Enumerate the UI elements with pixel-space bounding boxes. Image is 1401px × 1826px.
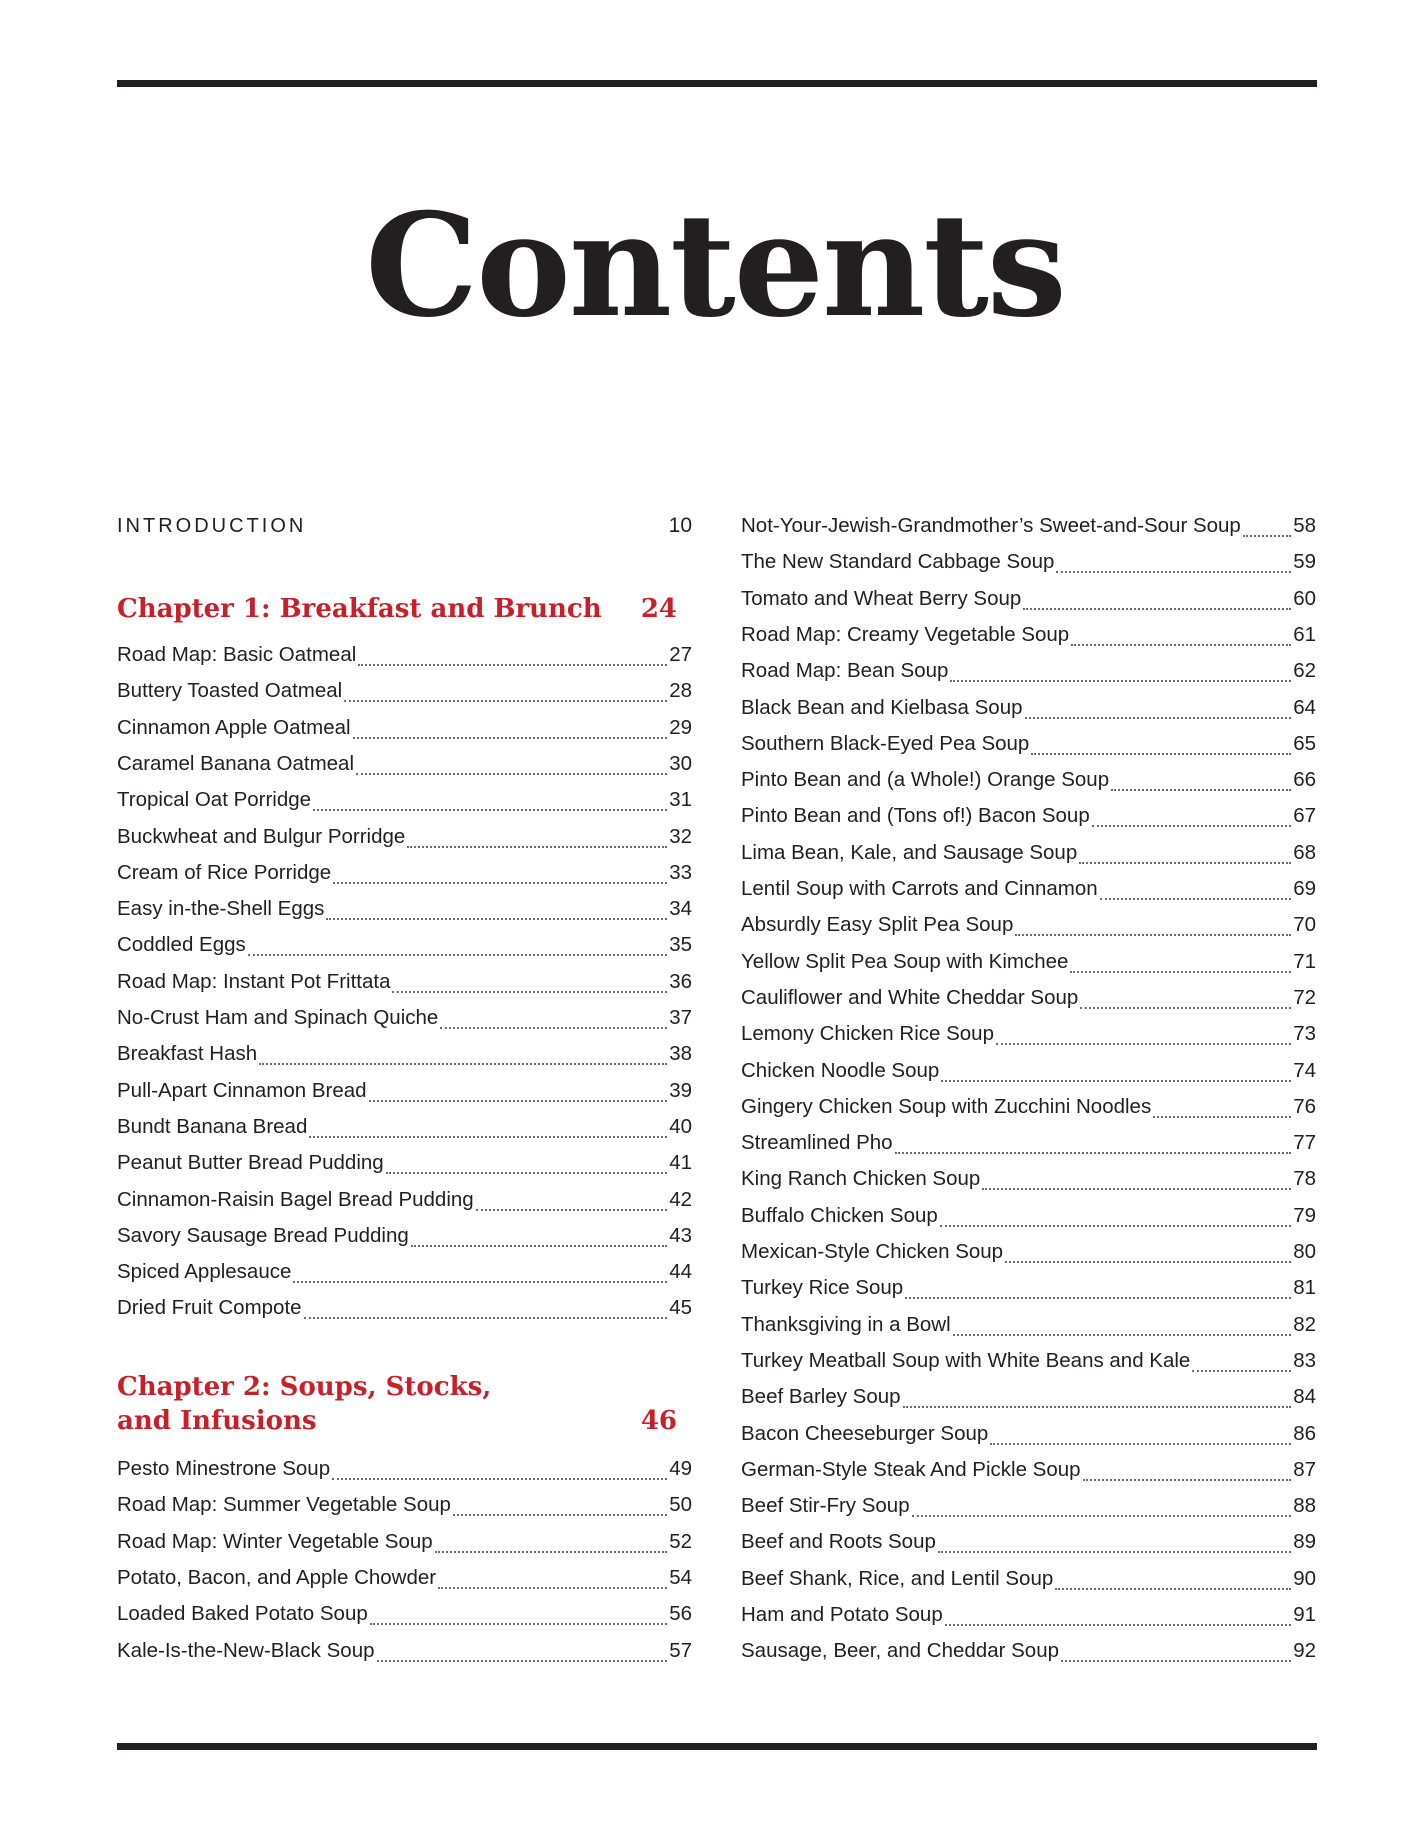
introduction-label: INTRODUCTION [117,515,307,537]
toc-entry-page: 56 [669,1602,692,1626]
toc-entry-page: 64 [1293,695,1316,719]
toc-entry-page: 60 [1293,586,1316,610]
toc-entry-label: Pinto Bean and (a Whole!) Orange Soup [741,768,1110,792]
toc-entry-page: 80 [1293,1240,1316,1263]
introduction-page: 10 [668,514,692,537]
toc-entry-page: 28 [669,679,692,703]
toc-entry-label: German-Style Steak And Pickle Soup [741,1457,1081,1481]
toc-entry-page: 72 [1293,985,1316,1009]
dot-leader [1100,897,1292,900]
dot-leader [407,845,667,848]
toc-entry-page: 87 [1293,1457,1316,1481]
toc-entry-page: 44 [669,1260,692,1284]
toc-entry-label: Beef and Roots Soup [741,1530,936,1554]
toc-entry[interactable] [741,587,1316,617]
dot-leader [1111,788,1291,791]
toc-entry-page: 59 [1293,550,1316,574]
toc-entry-label: Chicken Noodle Soup [741,1058,940,1082]
dot-leader [326,917,667,920]
toc-entry-page: 73 [1293,1022,1316,1046]
dot-leader [982,1187,1291,1190]
toc-entry-page: 38 [669,1042,692,1066]
toc-entry-label: Breakfast Hash [117,1042,258,1066]
toc-entry-label: Dried Fruit Compote [117,1296,302,1320]
toc-entry-page: 81 [1293,1276,1316,1300]
dot-leader [440,1026,667,1029]
toc-entry-page: 62 [1293,659,1316,683]
dot-leader [386,1171,667,1174]
dot-leader [353,736,668,739]
page-title: Contents [365,183,1065,349]
dot-leader [1023,607,1291,610]
toc-entry-label: Thanksgiving in a Bowl [741,1312,951,1336]
dot-leader [1031,752,1291,755]
toc-entry-page: 34 [669,897,692,921]
chapter-2-heading[interactable] [117,1370,677,1438]
toc-entry-page: 76 [1293,1094,1316,1118]
dot-leader [392,990,667,993]
toc-entry-page: 30 [669,751,692,775]
toc-entry-label: Gingery Chicken Soup with Zucchini Noodles [741,1094,1152,1118]
toc-entry-page: 68 [1293,840,1316,864]
toc-entry-label: Buffalo Chicken Soup [741,1203,938,1227]
chapter-1-heading[interactable] [117,592,677,626]
toc-entry-label: Yellow Split Pea Soup with Kimchee [741,949,1069,973]
toc-entry-label: King Ranch Chicken Soup [741,1167,981,1191]
toc-entry-page: 52 [669,1529,692,1553]
chapter-2-title-line2: and Infusions [117,1406,317,1436]
toc-entry[interactable] [117,1224,692,1254]
toc-entry[interactable] [741,550,1316,580]
toc-entry-page: 79 [1293,1203,1316,1227]
toc-entry-page: 39 [669,1078,692,1102]
toc-entry[interactable] [117,861,692,891]
toc-entry-page: 58 [1293,514,1316,537]
dot-leader [895,1151,1292,1154]
toc-entry-label: Turkey Rice Soup [741,1276,904,1300]
toc-entry[interactable] [117,1006,692,1036]
toc-entry[interactable] [741,1313,1316,1343]
toc-entry-label: Potato, Bacon, and Apple Chowder [117,1565,437,1589]
toc-entry-page: 43 [669,1223,692,1247]
dot-leader [945,1623,1291,1626]
dot-leader [1070,970,1291,973]
toc-entry-label: Pinto Bean and (Tons of!) Bacon Soup [741,804,1090,828]
toc-entry-label: Cinnamon-Raisin Bagel Bread Pudding [117,1187,474,1211]
toc-entry[interactable] [117,1530,692,1560]
toc-entry-page: 40 [669,1114,692,1138]
toc-entry-page: 83 [1293,1348,1316,1372]
toc-entry-page: 31 [669,788,692,812]
toc-entry-label: Beef Stir-Fry Soup [741,1494,910,1518]
toc-entry[interactable] [741,1530,1316,1560]
dot-leader [938,1550,1291,1553]
toc-entry[interactable] [741,623,1316,653]
toc-entry-page: 65 [1293,731,1316,755]
dot-leader [1243,534,1291,537]
toc-entry-label: Lemony Chicken Rice Soup [741,1022,994,1046]
toc-entry-page: 67 [1293,804,1316,828]
toc-entry[interactable] [117,933,692,963]
toc-entry-label: Southern Black-Eyed Pea Soup [741,731,1030,755]
dot-leader [912,1514,1292,1517]
toc-entry-label: Streamlined Pho [741,1131,893,1155]
toc-entry-label: Savory Sausage Bread Pudding [117,1223,409,1247]
toc-entry-page: 33 [669,860,692,884]
chapter-2-page: 46 [640,1406,677,1436]
toc-entry-label: Beef Shank, Rice, and Lentil Soup [741,1566,1054,1590]
toc-entry[interactable] [741,1059,1316,1089]
toc-entry-page: 84 [1293,1385,1316,1409]
toc-entry[interactable] [741,1276,1316,1306]
toc-entry-page: 36 [669,969,692,993]
dot-leader [1015,933,1291,936]
dot-leader [1153,1115,1291,1118]
toc-entry[interactable] [117,752,692,782]
toc-entry-label: Road Map: Bean Soup [741,659,949,683]
dot-leader [1080,1006,1291,1009]
dot-leader [358,663,667,666]
toc-entry-label: Easy in-the-Shell Eggs [117,897,325,921]
toc-entry-page: 29 [669,715,692,739]
toc-entry[interactable] [741,913,1316,943]
toc-entry[interactable] [741,514,1316,544]
toc-entry-label: Mexican-Style Chicken Soup [741,1240,1004,1263]
toc-entry-page: 32 [669,824,692,848]
toc-entry[interactable] [741,1639,1316,1669]
toc-entry-page: 91 [1293,1603,1316,1626]
toc-entry[interactable] [741,877,1316,907]
toc-entry-label: Black Bean and Kielbasa Soup [741,695,1023,719]
dot-leader [293,1280,667,1283]
chapter-1-page: 24 [640,594,677,624]
bottom-rule [117,1743,1317,1750]
toc-entry-label: Road Map: Winter Vegetable Soup [117,1529,433,1553]
toc-entry-label: Peanut Butter Bread Pudding [117,1151,384,1175]
toc-entry[interactable] [741,950,1316,980]
toc-entry[interactable] [117,1566,692,1596]
toc-entry-label: Road Map: Instant Pot Frittata [117,969,391,993]
dot-leader [1055,1587,1291,1590]
toc-entry-page: 86 [1293,1421,1316,1445]
toc-entry[interactable] [741,1494,1316,1524]
toc-entry[interactable] [741,1131,1316,1161]
toc-entry[interactable] [741,1240,1316,1270]
dot-leader [1025,716,1292,719]
toc-entry[interactable] [741,1458,1316,1488]
toc-entry-page: 66 [1293,768,1316,792]
toc-entry[interactable] [741,804,1316,834]
toc-entry-page: 57 [669,1638,692,1662]
toc-entry[interactable] [117,1151,692,1181]
toc-entry-label: Cauliflower and White Cheddar Soup [741,985,1079,1009]
toc-entry[interactable] [117,788,692,818]
toc-entry-page: 35 [669,933,692,957]
toc-entry[interactable] [117,1493,692,1523]
toc-entry[interactable] [741,659,1316,689]
toc-entry-page: 88 [1293,1494,1316,1518]
toc-entry-label: Tomato and Wheat Berry Soup [741,586,1022,610]
toc-entry[interactable] [117,970,692,1000]
toc-entry-page: 54 [669,1565,692,1589]
toc-entry-page: 90 [1293,1566,1316,1590]
toc-entry-page: 69 [1293,877,1316,900]
chapter-2-title-line1: Chapter 2: Soups, Stocks, [117,1372,492,1402]
dot-leader [438,1586,667,1589]
toc-entry-label: Sausage, Beer, and Cheddar Soup [741,1639,1059,1663]
dot-leader [370,1622,667,1625]
dot-leader [369,1099,668,1102]
toc-entry-page: 50 [669,1493,692,1517]
toc-entry-label: Spiced Applesauce [117,1260,292,1284]
toc-entry-label: Cream of Rice Porridge [117,860,332,884]
toc-entry-page: 77 [1293,1131,1316,1155]
toc-entry-page: 82 [1293,1312,1316,1336]
toc-entry[interactable] [117,679,692,709]
dot-leader [1061,1659,1291,1662]
dot-leader [411,1244,667,1247]
toc-entry-label: No-Crust Ham and Spinach Quiche [117,1006,439,1029]
toc-entry-label: Ham and Potato Soup [741,1603,943,1626]
toc-entry[interactable] [117,1457,692,1487]
toc-entry-page: 89 [1293,1530,1316,1554]
toc-entry-label: Turkey Meatball Soup with White Beans and Kale [741,1348,1191,1372]
dot-leader [1192,1369,1291,1372]
toc-entry[interactable] [117,1188,692,1218]
toc-entry[interactable] [741,1204,1316,1234]
toc-entry-page: 42 [669,1187,692,1211]
toc-entry[interactable] [117,1639,692,1669]
dot-leader [476,1208,667,1211]
toc-entry-page: 37 [669,1006,692,1029]
toc-entry-page: 74 [1293,1058,1316,1082]
dot-leader [1079,861,1291,864]
toc-entry-label: Lima Bean, Kale, and Sausage Soup [741,840,1078,864]
dot-leader [996,1042,1291,1045]
dot-leader [950,679,1291,682]
dot-leader [1056,570,1291,573]
toc-entry[interactable] [741,1022,1316,1052]
toc-entry[interactable] [741,1167,1316,1197]
dot-leader [356,772,667,775]
chapter-1-title: Chapter 1: Breakfast and Brunch [117,594,602,624]
toc-entry-label: Absurdly Easy Split Pea Soup [741,913,1014,937]
dot-leader [953,1333,1292,1336]
toc-entry[interactable] [741,1422,1316,1452]
toc-entry-page: 27 [669,643,692,666]
toc-entry-page: 78 [1293,1167,1316,1191]
toc-entry-page: 71 [1293,949,1316,973]
toc-entry[interactable] [741,1095,1316,1125]
toc-entry[interactable] [117,1296,692,1326]
toc-entry[interactable] [741,986,1316,1016]
dot-leader [344,699,667,702]
toc-entry-label: Cinnamon Apple Oatmeal [117,715,351,739]
toc-entry-label: Pesto Minestrone Soup [117,1457,331,1480]
dot-leader [259,1062,667,1065]
toc-entry-label: Beef Barley Soup [741,1385,901,1409]
toc-entry-page: 70 [1293,913,1316,937]
toc-entry-label: Not-Your-Jewish-Grandmother’s Sweet-and-Sour Soup [741,514,1241,537]
toc-entry-label: Bundt Banana Bread [117,1114,308,1138]
toc-entry[interactable] [117,825,692,855]
top-rule [117,80,1317,87]
dot-leader [1005,1260,1291,1263]
toc-entry-label: Road Map: Creamy Vegetable Soup [741,622,1070,646]
toc-entry-label: Buttery Toasted Oatmeal [117,679,343,703]
toc-entry[interactable] [741,841,1316,871]
toc-entry[interactable] [117,1602,692,1632]
toc-entry[interactable] [117,1079,692,1109]
toc-entry-page: 41 [669,1151,692,1175]
dot-leader [1071,643,1291,646]
toc-entry-label: The New Standard Cabbage Soup [741,550,1055,574]
toc-entry[interactable] [741,1385,1316,1415]
dot-leader [377,1659,668,1662]
dot-leader [1083,1478,1292,1481]
toc-entry[interactable] [741,1603,1316,1633]
dot-leader [248,953,667,956]
toc-entry-page: 45 [669,1296,692,1320]
toc-entry[interactable] [741,732,1316,762]
toc-entry-page: 49 [669,1457,692,1480]
toc-entry-label: Coddled Eggs [117,933,246,957]
toc-entry-label: Lentil Soup with Carrots and Cinnamon [741,877,1098,900]
dot-leader [304,1316,668,1319]
dot-leader [309,1135,667,1138]
dot-leader [990,1442,1291,1445]
toc-entry-page: 61 [1293,622,1316,646]
toc-entry-label: Road Map: Basic Oatmeal [117,643,357,666]
toc-entry[interactable] [117,1042,692,1072]
toc-entry-page: 92 [1293,1639,1316,1663]
dot-leader [453,1513,667,1516]
toc-entry[interactable] [117,1115,692,1145]
toc-entry[interactable] [741,1567,1316,1597]
dot-leader [332,1477,667,1480]
dot-leader [1092,824,1291,827]
dot-leader [435,1550,668,1553]
toc-entry-label: Bacon Cheeseburger Soup [741,1421,989,1445]
dot-leader [940,1224,1291,1227]
toc-entry-label: Tropical Oat Porridge [117,788,312,812]
dot-leader [941,1079,1291,1082]
toc-entry-label: Buckwheat and Bulgur Porridge [117,824,406,848]
dot-leader [905,1296,1291,1299]
toc-entry[interactable] [741,696,1316,726]
dot-leader [903,1405,1292,1408]
toc-entry[interactable] [741,1349,1316,1379]
toc-entry[interactable] [117,897,692,927]
toc-entry-label: Road Map: Summer Vegetable Soup [117,1493,451,1517]
introduction-entry[interactable] [117,514,692,544]
toc-entry[interactable] [117,1260,692,1290]
toc-entry[interactable] [117,643,692,673]
dot-leader [313,808,667,811]
toc-entry-label: Loaded Baked Potato Soup [117,1602,368,1626]
dot-leader [333,881,667,884]
toc-entry[interactable] [117,716,692,746]
toc-entry-label: Caramel Banana Oatmeal [117,751,355,775]
toc-entry[interactable] [741,768,1316,798]
toc-entry-label: Pull-Apart Cinnamon Bread [117,1078,367,1102]
toc-entry-label: Kale-Is-the-New-Black Soup [117,1638,375,1662]
